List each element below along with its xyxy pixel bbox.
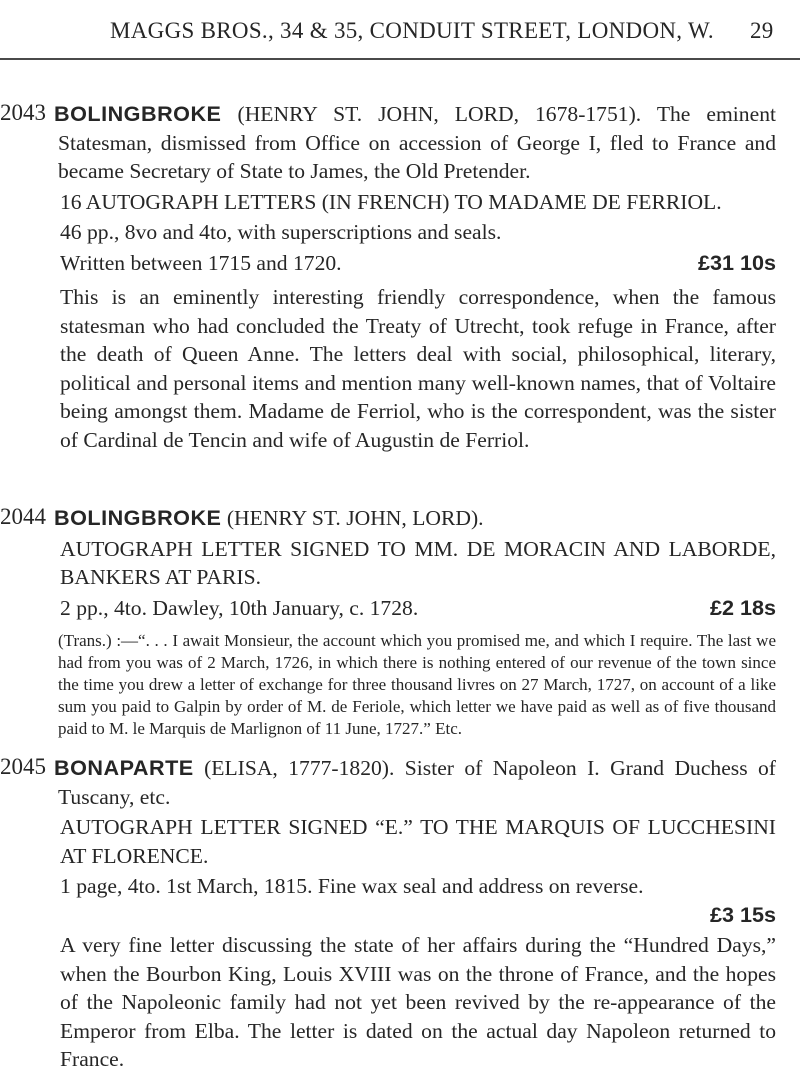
lot-number: 2043 — [0, 100, 46, 125]
entry-name: BOLINGBROKE — [54, 505, 222, 530]
entry-intro — [54, 100, 776, 186]
entry-intro-text: (HENRY ST. JOHN, LORD). — [221, 506, 484, 530]
lot-number: 2045 — [0, 754, 46, 779]
entry-desc: 46 pp., 8vo and 4to, with superscriptions and seals. — [60, 220, 502, 244]
entry-intro — [54, 754, 776, 811]
page-header — [110, 18, 774, 44]
entry-note: A very fine letter discussing the state of her affairs during the “Hundred Days,” when the Bourbon King, Louis XVIII was on the throne of France, and the hopes of the Napoleonic family had not yet been revived by the re-appearance of the Emperor from Elba. The letter is dated on the actual day Napoleon returned to France. — [60, 933, 776, 1071]
entry-desc-price — [58, 249, 776, 278]
entry-name: BONAPARTE — [54, 755, 194, 780]
entry-desc: 2 pp., 4to. Dawley, 10th January, c. 1728. — [60, 595, 419, 620]
catalogue-entry — [0, 100, 776, 454]
entry-desc: 1 page, 4to. 1st March, 1815. Fine wax seal and address on reverse. — [60, 874, 644, 898]
page-number: 29 — [750, 18, 774, 43]
catalogue-entry — [0, 754, 776, 1074]
price: £2 18s — [709, 594, 776, 620]
entry-name: BOLINGBROKE — [54, 101, 222, 126]
price-line — [58, 901, 776, 930]
entry-desc-price — [58, 594, 776, 623]
lot-number: 2044 — [0, 504, 46, 529]
entry-note: This is an eminently interesting friendly correspondence, when the famous statesman who had concluded the Treaty of Utrecht, took refuge in France, after the death of Queen Anne. The letters deal with social, philosophical, literary, political and personal items and mention many well-known names, that of Voltaire being amongst them. Madame de Ferriol, who is the correspondent, was the sister of Cardinal de Tencin and wife of Augustin de Ferriol. — [60, 285, 776, 452]
header-title: MAGGS BROS., 34 & 35, CONDUIT STREET, LONDON, W. — [110, 18, 714, 43]
entry-note: (Trans.) :—“. . . I await Monsieur, the account which you promised me, and which I require. The last we had from you was of 2 March, 1726, in which there is nothing entered of our revenue of the town since the time you drew a letter of exchange for three thousand livres on 27 March, 1727, on account of a like sum you paid to Galpin by order of M. de Feriole, which letter we have paid as well as of five thousand paid to M. le Marquis de Marlignon of 11 June, 1727.” Etc. — [58, 631, 776, 738]
entry-title: AUTOGRAPH LETTER SIGNED TO MM. DE MORACIN AND LABORDE, BANKERS AT PARIS. — [60, 536, 776, 589]
catalogue-entry — [0, 504, 776, 740]
price: £31 10s — [697, 249, 776, 275]
entry-intro-text: (HENRY ST. JOHN, LORD, 1678-1751). The eminent Statesman, dismissed from Office on accession of George I, fled to France and became Secretary of State to James, the Old Pretender. — [58, 102, 776, 183]
entry-intro-text: (ELISA, 1777-1820). Sister of Napoleon I. Grand Duchess of Tuscany, etc. — [58, 756, 776, 809]
entry-title: 16 AUTOGRAPH LETTERS (IN FRENCH) TO MADAME DE FERRIOL. — [60, 189, 722, 214]
price: £3 15s — [709, 901, 776, 927]
entry-title: AUTOGRAPH LETTER SIGNED “E.” TO THE MARQUIS OF LUCCHESINI AT FLORENCE. — [60, 815, 776, 868]
entry-intro — [54, 504, 776, 533]
header-rule — [0, 58, 800, 60]
entry-desc2: Written between 1715 and 1720. — [60, 250, 342, 275]
